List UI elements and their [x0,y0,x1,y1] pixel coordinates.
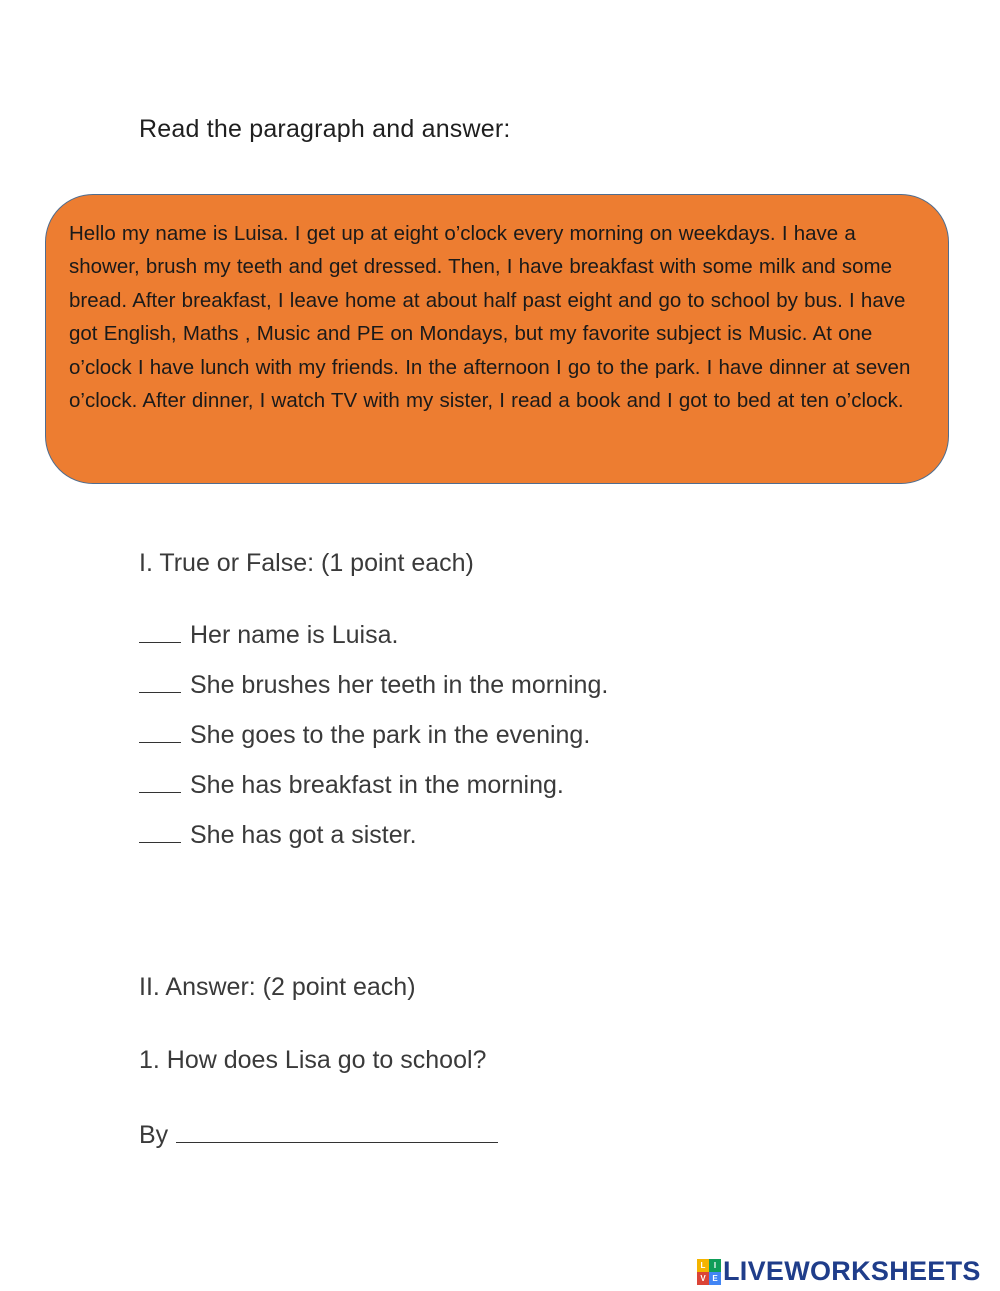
logo-mark-letter: I [709,1259,721,1272]
answer-blank[interactable] [139,670,181,693]
liveworksheets-logo [697,1256,981,1287]
answer-input-blank[interactable] [176,1120,498,1143]
answer-blank[interactable] [139,820,181,843]
true-false-statement: Her name is Luisa. [190,621,399,649]
section-answer-title: II. Answer: (2 point each) [139,973,416,1001]
true-false-statement: She has got a sister. [190,821,417,849]
answer-line-1 [139,1120,498,1150]
true-false-statement: She brushes her teeth in the morning. [190,671,609,699]
section-true-false-title: I. True or False: (1 point each) [139,549,474,577]
true-false-statement: She goes to the park in the evening. [190,721,591,749]
logo-text: LIVEWORKSHEETS [723,1256,981,1286]
logo-mark-letter: L [697,1259,709,1272]
true-false-item [139,770,608,820]
true-false-item [139,820,608,870]
true-false-item [139,620,608,670]
reading-paragraph-box [45,194,949,484]
true-false-item [139,720,608,770]
true-false-list [139,620,608,870]
logo-mark-letter: V [697,1272,709,1285]
true-false-item [139,670,608,720]
logo-mark-icon [697,1259,721,1285]
logo-mark-letter: E [709,1272,721,1285]
instruction-text: Read the paragraph and answer: [139,115,511,143]
reading-paragraph: Hello my name is Luisa. I get up at eight o’clock every morning on weekdays. I have a shower, brush my teeth and get dressed. Then, I have breakfast with some milk and some bread. After breakfast, I leave home at about half past eight and go to school by bus. I have got English, Maths , Music and PE on Mondays, but my favorite subject is Music. At one o’clock I have lunch with my friends. In the afternoon I go to the park. I have dinner at seven o’clock. After dinner, I watch TV with my sister, I read a book and I got to bed at ten o’clock. [69,222,911,413]
answer-blank[interactable] [139,720,181,743]
true-false-statement: She has breakfast in the morning. [190,771,564,799]
answer-blank[interactable] [139,620,181,643]
answer-blank[interactable] [139,770,181,793]
answer-prefix: By [139,1121,169,1149]
question-1: 1. How does Lisa go to school? [139,1046,487,1074]
